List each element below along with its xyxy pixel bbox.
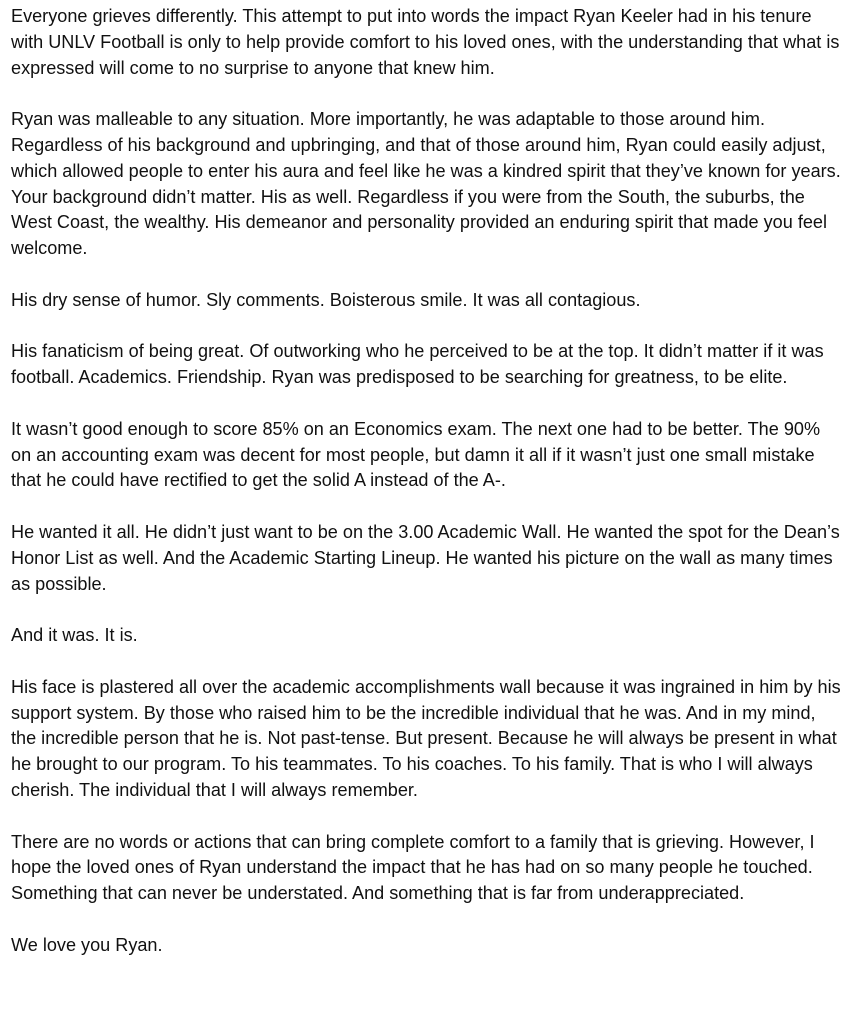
- paragraph-adaptability: Ryan was malleable to any situation. More importantly, he was adaptable to those around him. Regardless of his background and upbringing, and that of those around him, Ryan could easily adjust, which allowed people to enter his aura and feel like he was a kindred spirit that they’ve known for years. Your background didn’t matter. His as well. Regardless if you were from the South, the suburbs, the West Coast, the wealthy. His demeanor and personality provided an enduring spirit that made you feel welcome.: [11, 109, 841, 259]
- paragraph-greatness: His fanaticism of being great. Of outworking who he perceived to be at the top. It didn’t matter if it was football. Academics. Friendship. Ryan was predisposed to be searching for greatness, to be elite.: [11, 341, 824, 388]
- paragraph-it-was: And it was. It is.: [11, 625, 138, 646]
- paragraph-academic-wall: He wanted it all. He didn’t just want to be on the 3.00 Academic Wall. He wanted the spot for the Dean’s Honor List as well. And the Academic Starting Lineup. He wanted his picture on the wall as many times as possible.: [11, 521, 840, 594]
- paragraph-comfort: There are no words or actions that can bring complete comfort to a family that is grieving. However, I hope the loved ones of Ryan understand the impact that he has had on so many people he touched. Something that can never be understated. And something that is far from underappreciated.: [11, 831, 815, 904]
- paragraph-opening: Everyone grieves differently. This attempt to put into words the impact Ryan Keeler had in his tenure with UNLV Football is only to help provide comfort to his loved ones, with the understanding that what is expressed will come to no surprise to anyone that knew him.: [11, 6, 840, 78]
- paragraph-exams: It wasn’t good enough to score 85% on an Economics exam. The next one had to be better. The 90% on an accounting exam was decent for most people, but damn it all if it wasn’t just one small mistake that he could have rectified to get the solid A instead of the A-.: [11, 418, 821, 491]
- paragraph-humor: His dry sense of humor. Sly comments. Boisterous smile. It was all contagious.: [11, 289, 641, 310]
- paragraph-remembrance: His face is plastered all over the academic accomplishments wall because it was ingrained in him by his support system. By those who raised him to be the incredible individual that he was. And in my mind, the incredible person that he is. Not past-tense. But present. Because he will always be present in what he brought to our program. To his teammates. To his coaches. To his family. That is who I will always cherish. The individual that I will always remember.: [11, 676, 841, 800]
- paragraph-closing: We love you Ryan.: [11, 934, 163, 955]
